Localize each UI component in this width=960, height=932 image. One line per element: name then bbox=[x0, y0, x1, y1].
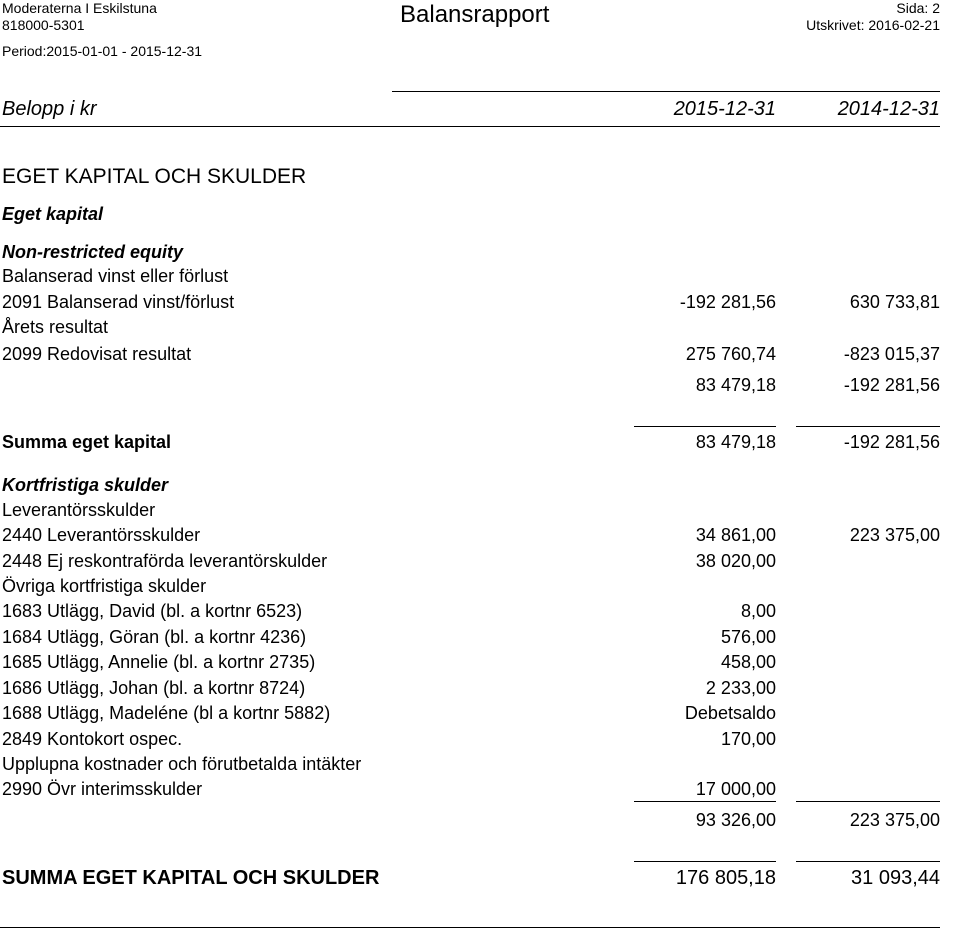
sum-rule-col2 bbox=[796, 426, 940, 427]
equity-subheading-row bbox=[0, 242, 960, 266]
sum-value-2015: 83 479,18 bbox=[695, 432, 776, 452]
account-value-2015: 275 760,74 bbox=[685, 344, 776, 364]
subtotal-value-2015: 83 479,18 bbox=[695, 375, 776, 395]
account-value-2015: 38 020,00 bbox=[695, 551, 776, 571]
short-term-heading-row bbox=[0, 475, 960, 499]
account-value-2015: 17 000,00 bbox=[695, 779, 776, 799]
printed-date: Utskrivet: 2016-02-21 bbox=[806, 17, 940, 33]
account-label: 1683 Utlägg, David (bl. a kortnr 6523) bbox=[2, 601, 303, 621]
account-row-2440 bbox=[0, 525, 960, 549]
period: Period:2015-01-01 - 2015-12-31 bbox=[2, 43, 203, 59]
account-label: 2091 Balanserad vinst/förlust bbox=[2, 292, 235, 312]
org-number: 818000-5301 bbox=[2, 17, 85, 33]
account-label: 2448 Ej reskontraförda leverantörskulder bbox=[2, 551, 328, 571]
account-value-2014: 223 375,00 bbox=[849, 525, 940, 545]
account-row-1685 bbox=[0, 652, 960, 676]
unit-label: Belopp i kr bbox=[2, 98, 97, 120]
grand-total-label: SUMMA EGET KAPITAL OCH SKULDER bbox=[2, 867, 380, 889]
col1-header: 2015-12-31 bbox=[673, 98, 776, 120]
account-row-1686 bbox=[0, 678, 960, 702]
grand-total-value-2015: 176 805,18 bbox=[675, 867, 776, 889]
account-label: 2099 Redovisat resultat bbox=[2, 344, 192, 364]
total-rule-col2 bbox=[796, 861, 940, 862]
sum-label: Summa eget kapital bbox=[2, 432, 172, 452]
section-title: EGET KAPITAL OCH SKULDER bbox=[2, 165, 307, 188]
account-value-2014: 630 733,81 bbox=[849, 292, 940, 312]
subtotal-value-2014: 223 375,00 bbox=[849, 810, 940, 830]
short-term-heading: Kortfristiga skulder bbox=[2, 475, 169, 495]
equity-subheading: Non-restricted equity bbox=[2, 242, 184, 262]
account-value-2015: 458,00 bbox=[720, 652, 776, 672]
grand-total-value-2014: 31 093,44 bbox=[851, 867, 940, 889]
group-label: Övriga kortfristiga skulder bbox=[2, 576, 207, 596]
account-value-2015: 8,00 bbox=[740, 601, 776, 621]
account-row-2099 bbox=[0, 344, 960, 368]
account-label: 1684 Utlägg, Göran (bl. a kortnr 4236) bbox=[2, 627, 307, 647]
col2-header: 2014-12-31 bbox=[837, 98, 940, 120]
account-row-1688 bbox=[0, 703, 960, 727]
account-row-1684 bbox=[0, 627, 960, 651]
total-rule-col1 bbox=[634, 861, 776, 862]
account-row-2849 bbox=[0, 729, 960, 753]
equity-heading: Eget kapital bbox=[2, 204, 104, 224]
subtotal-rule-col1 bbox=[634, 801, 776, 802]
account-label: 2990 Övr interimsskulder bbox=[2, 779, 203, 799]
account-row-2990 bbox=[0, 779, 960, 803]
group-label: Årets resultat bbox=[2, 317, 109, 337]
subtotal-value-2015: 93 326,00 bbox=[695, 810, 776, 830]
account-value-2015: 2 233,00 bbox=[705, 678, 776, 698]
company-name: Moderaterna I Eskilstuna bbox=[2, 0, 157, 16]
group-label-row bbox=[0, 576, 960, 600]
account-label: 1686 Utlägg, Johan (bl. a kortnr 8724) bbox=[2, 678, 306, 698]
header-rule bbox=[392, 91, 940, 92]
group-label-row bbox=[0, 317, 960, 341]
page-number: Sida: 2 bbox=[896, 0, 940, 16]
account-row-2448 bbox=[0, 551, 960, 575]
grand-total-row bbox=[0, 867, 960, 891]
equity-sum-row bbox=[0, 432, 960, 456]
group-label: Upplupna kostnader och förutbetalda intäkter bbox=[2, 754, 362, 774]
sum-value-2014: -192 281,56 bbox=[843, 432, 940, 452]
footer-rule bbox=[0, 927, 940, 928]
account-row-2091 bbox=[0, 292, 960, 316]
account-label: 2440 Leverantörsskulder bbox=[2, 525, 201, 545]
account-label: 2849 Kontokort ospec. bbox=[2, 729, 183, 749]
subtotal-value-2014: -192 281,56 bbox=[843, 375, 940, 395]
equity-heading-row bbox=[0, 204, 960, 228]
group-label-row bbox=[0, 266, 960, 290]
subtotal-rule-col2 bbox=[796, 801, 940, 802]
group-label: Balanserad vinst eller förlust bbox=[2, 266, 229, 286]
account-value-2015: 34 861,00 bbox=[695, 525, 776, 545]
account-value-2014: -823 015,37 bbox=[843, 344, 940, 364]
sum-rule-col1 bbox=[634, 426, 776, 427]
account-value-2015: Debetsaldo bbox=[684, 703, 776, 723]
equity-subtotal-row bbox=[0, 375, 960, 399]
group-label-row bbox=[0, 500, 960, 524]
column-header-rule bbox=[0, 126, 940, 127]
group-label: Leverantörsskulder bbox=[2, 500, 156, 520]
account-value-2015: -192 281,56 bbox=[679, 292, 776, 312]
short-term-subtotal-row bbox=[0, 810, 960, 834]
group-label-row bbox=[0, 754, 960, 778]
account-label: 1685 Utlägg, Annelie (bl. a kortnr 2735) bbox=[2, 652, 316, 672]
report-title: Balansrapport bbox=[400, 1, 550, 28]
account-row-1683 bbox=[0, 601, 960, 625]
column-header-row bbox=[0, 98, 960, 122]
section-title-row bbox=[0, 165, 960, 189]
account-value-2015: 576,00 bbox=[720, 627, 776, 647]
account-label: 1688 Utlägg, Madeléne (bl a kortnr 5882) bbox=[2, 703, 331, 723]
account-value-2015: 170,00 bbox=[720, 729, 776, 749]
